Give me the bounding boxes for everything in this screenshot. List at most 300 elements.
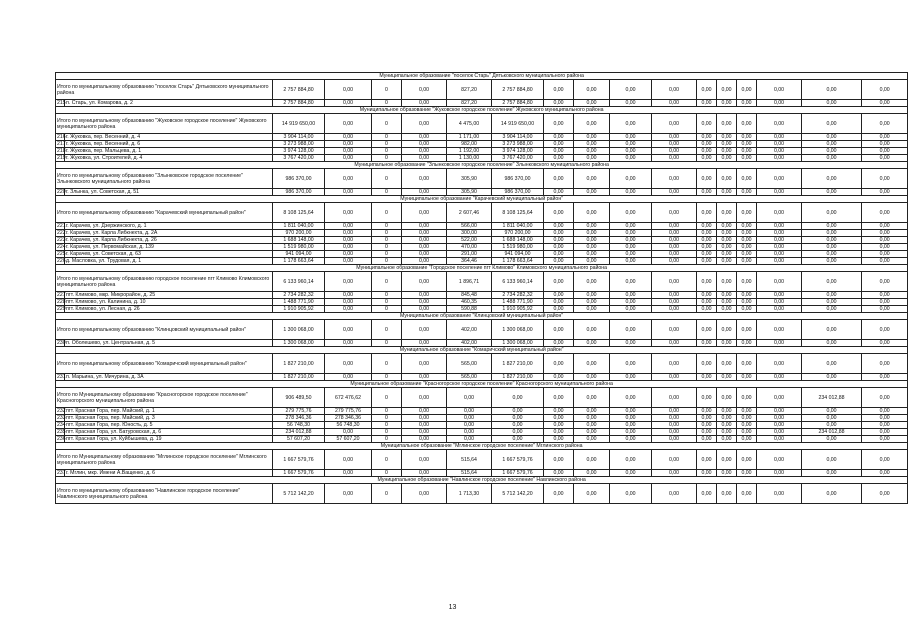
value-cell: 0,00 — [492, 429, 544, 436]
value-cell: 0,00 — [737, 299, 757, 306]
value-cell: 0,00 — [325, 230, 372, 237]
value-cell: 0,00 — [862, 299, 908, 306]
total-value-cell: 0,00 — [325, 114, 372, 134]
total-value-cell: 1 667 579,76 — [273, 450, 325, 470]
value-cell: 0,00 — [402, 237, 447, 244]
value-cell: 0,00 — [402, 306, 447, 313]
value-cell: 0,00 — [757, 244, 802, 251]
value-cell: 0,00 — [325, 134, 372, 141]
value-cell: 0,00 — [544, 408, 574, 415]
total-value-cell: 1 827 210,00 — [492, 354, 544, 374]
value-cell: 0,00 — [737, 258, 757, 265]
row-address: пгт. Красная Гора, ул. Куйбышева, д. 19 — [65, 436, 273, 443]
value-cell: 0,00 — [652, 134, 697, 141]
value-cell: 0,00 — [717, 374, 737, 381]
total-value-cell: 0,00 — [697, 354, 717, 374]
value-cell: 0,00 — [610, 340, 652, 347]
value-cell: 0,00 — [325, 155, 372, 162]
total-value-cell: 0,00 — [862, 320, 908, 340]
value-cell: 0,00 — [757, 422, 802, 429]
total-value-cell: 0,00 — [717, 354, 737, 374]
total-value-cell: 1 827 210,00 — [273, 354, 325, 374]
value-cell: 0,00 — [574, 429, 610, 436]
value-cell: 0,00 — [325, 470, 372, 477]
section-total-row — [56, 450, 908, 470]
value-cell: 0,00 — [402, 244, 447, 251]
row-address: пгт. Красная Гора, пер. Майский, д. 1 — [65, 408, 273, 415]
value-cell: 0 — [372, 134, 402, 141]
value-cell: 0,00 — [862, 408, 908, 415]
value-cell: 0,00 — [697, 230, 717, 237]
row-number: 227 — [57, 292, 66, 298]
section-total-row — [56, 388, 908, 408]
row-number: 221 — [57, 223, 66, 229]
value-cell: 0,00 — [402, 100, 447, 107]
value-cell: 0,00 — [610, 230, 652, 237]
value-cell: 0,00 — [737, 244, 757, 251]
value-cell: 0,00 — [757, 223, 802, 230]
value-cell: 0,00 — [757, 141, 802, 148]
total-value-cell: 0,00 — [544, 80, 574, 100]
value-cell: 0,00 — [652, 189, 697, 196]
budget-table — [55, 72, 908, 504]
section-total-row — [56, 354, 908, 374]
value-cell: 57 607,20 — [325, 436, 372, 443]
total-value-cell: 0,00 — [492, 388, 544, 408]
value-cell: 402,00 — [447, 340, 492, 347]
value-cell: 0 — [372, 306, 402, 313]
value-cell: 0,00 — [325, 141, 372, 148]
total-value-cell: 0,00 — [862, 203, 908, 223]
value-cell: 0,00 — [862, 436, 908, 443]
value-cell: 0,00 — [697, 429, 717, 436]
value-cell: 0,00 — [652, 148, 697, 155]
value-cell: 3 273 988,00 — [492, 141, 544, 148]
value-cell: 0,00 — [757, 408, 802, 415]
value-cell: 0,00 — [737, 100, 757, 107]
value-cell: 0,00 — [544, 470, 574, 477]
value-cell: 278 346,36 — [273, 415, 325, 422]
table-row — [56, 470, 908, 477]
value-cell: 0,00 — [652, 299, 697, 306]
total-value-cell: 402,00 — [447, 320, 492, 340]
section-total-row — [56, 169, 908, 189]
total-value-cell: 0 — [372, 203, 402, 223]
value-cell: 0,00 — [544, 134, 574, 141]
value-cell: 0,00 — [447, 408, 492, 415]
total-value-cell: 0,00 — [574, 203, 610, 223]
section-total-row — [56, 203, 908, 223]
value-cell: 0,00 — [862, 230, 908, 237]
total-value-cell: 0 — [372, 114, 402, 134]
value-cell: 0 — [372, 237, 402, 244]
value-cell: 0,00 — [402, 155, 447, 162]
value-cell: 234 012,88 — [802, 429, 862, 436]
value-cell: 0,00 — [402, 429, 447, 436]
value-cell: 0 — [372, 408, 402, 415]
table-row — [56, 100, 908, 107]
value-cell: 0,00 — [862, 148, 908, 155]
value-cell: 0,00 — [652, 374, 697, 381]
total-value-cell: 0,00 — [862, 450, 908, 470]
value-cell: 0 — [372, 415, 402, 422]
value-cell: 0,00 — [862, 292, 908, 299]
value-cell: 566,00 — [447, 223, 492, 230]
value-cell: 56 748,30 — [325, 422, 372, 429]
total-value-cell: 0,00 — [402, 354, 447, 374]
total-value-cell: 0,00 — [802, 114, 862, 134]
row-number: 218 — [57, 148, 66, 154]
page-number: 13 — [448, 604, 457, 611]
value-cell: 1 178 663,64 — [492, 258, 544, 265]
row-number: 234 — [57, 422, 66, 428]
total-value-cell: 5 712 142,20 — [492, 484, 544, 504]
value-cell: 0,00 — [574, 258, 610, 265]
value-cell: 0,00 — [862, 429, 908, 436]
value-cell: 0,00 — [802, 470, 862, 477]
value-cell: 0,00 — [757, 189, 802, 196]
total-label: Итого по муниципальному образованию "Клинцовский муниципальный район" — [56, 320, 273, 340]
value-cell: 1 300 068,00 — [492, 340, 544, 347]
value-cell: 0,00 — [610, 223, 652, 230]
value-cell: 0 — [372, 251, 402, 258]
value-cell: 0,00 — [610, 429, 652, 436]
section-title: Муниципальное образование "Мглинское городское поселение" Мглинского района — [56, 443, 908, 450]
value-cell: 0,00 — [610, 415, 652, 422]
total-value-cell: 0,00 — [544, 484, 574, 504]
value-cell: 0,00 — [697, 470, 717, 477]
total-value-cell: 0,00 — [862, 169, 908, 189]
value-cell: 0,00 — [697, 155, 717, 162]
value-cell: 0,00 — [697, 299, 717, 306]
total-value-cell: 0,00 — [697, 320, 717, 340]
total-label: Итого по муниципальному образованию "поселок Старь" Дятьковского муниципального района — [56, 80, 273, 100]
value-cell: 0,00 — [574, 237, 610, 244]
total-value-cell: 0,00 — [574, 388, 610, 408]
value-cell: 0,00 — [737, 251, 757, 258]
table-row — [56, 134, 908, 141]
row-address: д. Масловка, ул. Трудовая, д. 1 — [65, 258, 273, 265]
value-cell: 0,00 — [652, 251, 697, 258]
value-cell: 0,00 — [717, 408, 737, 415]
value-cell: 0,00 — [757, 299, 802, 306]
value-cell: 522,00 — [447, 237, 492, 244]
total-value-cell: 0,00 — [574, 114, 610, 134]
table-row — [56, 306, 908, 313]
row-address: пгт. Красная Гора, пер. Майский, д. 3 — [65, 415, 273, 422]
value-cell: 0,00 — [697, 237, 717, 244]
section-title: Муниципальное образование "Злынковское городское поселение" Злынковского муниципального района — [56, 162, 908, 169]
value-cell: 0,00 — [652, 408, 697, 415]
value-cell: 3 273 988,00 — [273, 141, 325, 148]
value-cell: 0,00 — [544, 100, 574, 107]
value-cell: 970 200,00 — [492, 230, 544, 237]
value-cell: 470,00 — [447, 244, 492, 251]
total-value-cell: 0,00 — [610, 114, 652, 134]
row-number: 224 — [57, 244, 66, 250]
total-label: Итого по Муниципальному образованию "Мглинское городское поселение" Мглинского муниципального района — [56, 450, 273, 470]
value-cell: 0,00 — [402, 340, 447, 347]
value-cell: 0,00 — [802, 148, 862, 155]
value-cell: 0,00 — [610, 258, 652, 265]
value-cell: 0,00 — [737, 223, 757, 230]
table-row — [56, 148, 908, 155]
table-row — [56, 237, 908, 244]
row-number: 220 — [57, 189, 66, 195]
value-cell: 0,00 — [325, 306, 372, 313]
value-cell: 0,00 — [737, 436, 757, 443]
value-cell: 0 — [372, 141, 402, 148]
value-cell: 0,00 — [402, 374, 447, 381]
value-cell: 0 — [372, 155, 402, 162]
row-number: 232 — [57, 408, 66, 414]
value-cell: 0,00 — [757, 148, 802, 155]
value-cell: 0,00 — [697, 189, 717, 196]
value-cell: 0,00 — [610, 436, 652, 443]
total-value-cell: 0,00 — [402, 450, 447, 470]
total-value-cell: 0,00 — [757, 114, 802, 134]
value-cell: 1 192,00 — [447, 148, 492, 155]
total-value-cell: 0,00 — [544, 320, 574, 340]
section-total-row — [56, 272, 908, 292]
value-cell: 0,00 — [402, 134, 447, 141]
value-cell: 0,00 — [717, 100, 737, 107]
section-header-row — [56, 347, 908, 354]
total-value-cell: 0,00 — [697, 272, 717, 292]
value-cell: 0,00 — [610, 408, 652, 415]
value-cell: 0,00 — [402, 470, 447, 477]
value-cell: 0,00 — [402, 141, 447, 148]
table-row — [56, 299, 908, 306]
value-cell: 0,00 — [402, 436, 447, 443]
value-cell: 0,00 — [737, 134, 757, 141]
value-cell: 2 757 884,80 — [273, 100, 325, 107]
value-cell: 0,00 — [402, 292, 447, 299]
value-cell: 0,00 — [737, 141, 757, 148]
section-total-row — [56, 484, 908, 504]
value-cell: 0,00 — [610, 100, 652, 107]
total-value-cell: 0,00 — [402, 320, 447, 340]
value-cell: 0,00 — [737, 292, 757, 299]
value-cell: 0,00 — [610, 306, 652, 313]
value-cell: 0,00 — [717, 470, 737, 477]
value-cell: 0,00 — [652, 436, 697, 443]
value-cell: 0,00 — [652, 223, 697, 230]
total-value-cell: 0,00 — [757, 80, 802, 100]
total-value-cell: 0,00 — [652, 114, 697, 134]
value-cell: 0,00 — [325, 292, 372, 299]
total-value-cell: 0,00 — [447, 388, 492, 408]
row-number: 216 — [57, 134, 66, 140]
value-cell: 1 811 040,00 — [492, 223, 544, 230]
value-cell: 0,00 — [492, 422, 544, 429]
value-cell: 0,00 — [652, 429, 697, 436]
total-value-cell: 0,00 — [802, 80, 862, 100]
total-value-cell: 0,00 — [717, 114, 737, 134]
table-row — [56, 292, 908, 299]
total-label: Итого по муниципальному образованию "Комаричский муниципальный район" — [56, 354, 273, 374]
value-cell: 0,00 — [802, 292, 862, 299]
total-value-cell: 0,00 — [574, 169, 610, 189]
value-cell: 0,00 — [697, 374, 717, 381]
total-value-cell: 0,00 — [652, 320, 697, 340]
value-cell: 0,00 — [802, 340, 862, 347]
value-cell: 982,00 — [447, 141, 492, 148]
total-value-cell: 0,00 — [737, 450, 757, 470]
row-address: г. Злынка, ул. Советская, д. 51 — [65, 189, 273, 196]
value-cell: 0 — [372, 148, 402, 155]
value-cell: 0,00 — [757, 306, 802, 313]
value-cell: 0,00 — [447, 436, 492, 443]
total-value-cell: 0,00 — [717, 203, 737, 223]
section-header-row — [56, 443, 908, 450]
value-cell: 0,00 — [717, 258, 737, 265]
section-title: Муниципальное образование "Карачевский муниципальный район" — [56, 196, 908, 203]
value-cell: 0,00 — [862, 155, 908, 162]
value-cell: 0,00 — [717, 148, 737, 155]
value-cell: 0,00 — [652, 422, 697, 429]
total-value-cell: 0,00 — [802, 203, 862, 223]
value-cell: 986 370,00 — [273, 189, 325, 196]
value-cell: 0,00 — [544, 189, 574, 196]
value-cell: 279 775,76 — [325, 408, 372, 415]
total-value-cell: 0,00 — [802, 169, 862, 189]
total-value-cell: 0 — [372, 320, 402, 340]
total-value-cell: 234 012,88 — [802, 388, 862, 408]
total-value-cell: 0,00 — [802, 450, 862, 470]
value-cell: 0,00 — [697, 408, 717, 415]
value-cell: 0,00 — [610, 148, 652, 155]
value-cell: 0,00 — [574, 374, 610, 381]
total-value-cell: 0,00 — [610, 450, 652, 470]
value-cell: 1 910 905,92 — [273, 306, 325, 313]
value-cell: 0,00 — [862, 415, 908, 422]
row-address: г. Жуковка, пер. Весенний, д. 4 — [65, 134, 273, 141]
row-address: г. Карачев, ул. Дзержинского, д. 1 — [65, 223, 273, 230]
value-cell: 0,00 — [544, 340, 574, 347]
value-cell: 0 — [372, 374, 402, 381]
row-number: 229 — [57, 306, 66, 312]
value-cell: 0,00 — [574, 223, 610, 230]
row-number: 219 — [57, 155, 66, 161]
value-cell: 0,00 — [652, 244, 697, 251]
value-cell: 0,00 — [544, 244, 574, 251]
value-cell: 0,00 — [652, 292, 697, 299]
value-cell: 0,00 — [737, 374, 757, 381]
value-cell: 515,64 — [447, 470, 492, 477]
value-cell: 0,00 — [737, 422, 757, 429]
value-cell: 0,00 — [652, 230, 697, 237]
value-cell: 0,00 — [544, 306, 574, 313]
total-value-cell: 0,00 — [717, 450, 737, 470]
total-value-cell: 1 713,30 — [447, 484, 492, 504]
value-cell: 1 827 210,00 — [492, 374, 544, 381]
value-cell: 279 775,76 — [273, 408, 325, 415]
value-cell: 305,90 — [447, 189, 492, 196]
value-cell: 0,00 — [402, 251, 447, 258]
section-total-row — [56, 80, 908, 100]
total-value-cell: 0,00 — [697, 203, 717, 223]
total-value-cell: 0,00 — [544, 388, 574, 408]
value-cell: 0,00 — [492, 408, 544, 415]
row-number: 236 — [57, 436, 66, 442]
total-value-cell: 0,00 — [737, 114, 757, 134]
value-cell: 0,00 — [802, 237, 862, 244]
row-address: пгт. Климово, мкр. Микрорайон, д. 25 — [65, 292, 273, 299]
value-cell: 0,00 — [652, 340, 697, 347]
row-number: 225 — [57, 251, 66, 257]
value-cell: 234 012,88 — [273, 429, 325, 436]
total-value-cell: 0,00 — [757, 203, 802, 223]
value-cell: 0,00 — [574, 141, 610, 148]
section-title: Муниципальное образование "Жуковское городское поселение" Жуковского муниципального района — [56, 107, 908, 114]
value-cell: 845,48 — [447, 292, 492, 299]
value-cell: 0,00 — [325, 251, 372, 258]
total-value-cell: 0,00 — [402, 80, 447, 100]
value-cell: 0,00 — [862, 306, 908, 313]
total-value-cell: 515,64 — [447, 450, 492, 470]
table-row — [56, 223, 908, 230]
value-cell: 0,00 — [697, 148, 717, 155]
value-cell: 1 688 148,00 — [273, 237, 325, 244]
value-cell: 0,00 — [574, 244, 610, 251]
table-row — [56, 415, 908, 422]
value-cell: 0,00 — [757, 436, 802, 443]
value-cell: 0,00 — [737, 470, 757, 477]
total-value-cell: 0,00 — [862, 484, 908, 504]
section-total-row — [56, 114, 908, 134]
value-cell: 0,00 — [717, 415, 737, 422]
value-cell: 0 — [372, 292, 402, 299]
value-cell: 0,00 — [737, 408, 757, 415]
value-cell: 0,00 — [574, 134, 610, 141]
value-cell: 0,00 — [325, 429, 372, 436]
value-cell: 0,00 — [697, 251, 717, 258]
value-cell: 0,00 — [574, 100, 610, 107]
value-cell: 970 200,00 — [273, 230, 325, 237]
total-value-cell: 0,00 — [717, 320, 737, 340]
value-cell: 0,00 — [802, 258, 862, 265]
table-row — [56, 340, 908, 347]
total-value-cell: 0,00 — [574, 320, 610, 340]
total-value-cell: 1 300 068,00 — [273, 320, 325, 340]
total-value-cell: 0,00 — [325, 354, 372, 374]
value-cell: 0,00 — [402, 258, 447, 265]
value-cell: 460,35 — [447, 299, 492, 306]
section-title: Муниципальное образование "Навлинское городское поселение" Навлинского района — [56, 477, 908, 484]
value-cell: 0,00 — [802, 230, 862, 237]
value-cell: 0,00 — [757, 251, 802, 258]
value-cell: 0 — [372, 100, 402, 107]
total-value-cell: 0,00 — [737, 203, 757, 223]
value-cell: 0,00 — [610, 251, 652, 258]
value-cell: 1 811 040,00 — [273, 223, 325, 230]
total-value-cell: 827,20 — [447, 80, 492, 100]
value-cell: 3 974 128,00 — [273, 148, 325, 155]
value-cell: 0,00 — [802, 408, 862, 415]
value-cell: 3 767 420,00 — [492, 155, 544, 162]
value-cell: 0,00 — [862, 470, 908, 477]
value-cell: 57 607,20 — [273, 436, 325, 443]
value-cell: 0 — [372, 436, 402, 443]
total-value-cell: 0,00 — [737, 80, 757, 100]
total-value-cell: 0,00 — [652, 169, 697, 189]
total-value-cell: 6 133 960,14 — [273, 272, 325, 292]
value-cell: 0,00 — [544, 415, 574, 422]
total-value-cell: 0,00 — [697, 450, 717, 470]
total-value-cell: 0,00 — [652, 450, 697, 470]
total-value-cell: 0,00 — [757, 450, 802, 470]
